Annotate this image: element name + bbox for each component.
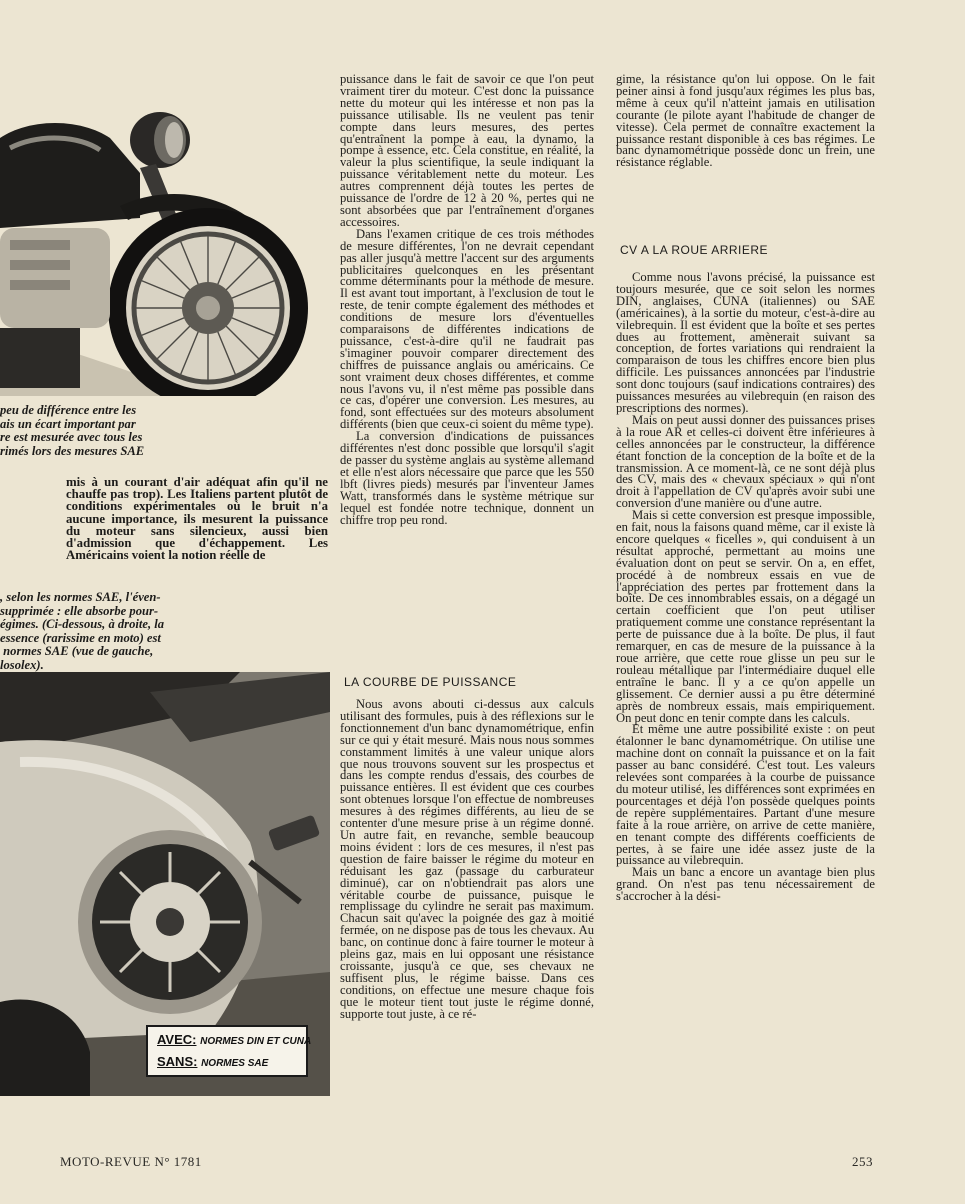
footer-page-number: 253 xyxy=(852,1154,873,1169)
article-column-right xyxy=(616,74,875,169)
legend-avec-label: AVEC: xyxy=(157,1032,197,1047)
legend-row-sans xyxy=(157,1052,306,1074)
intro-paragraph-text: mis à un courant d'air adéquat afin qu'il ne chauffe pas trop). Les Italiens partent plutôt de conditions expérimentales où le bruit n'a aucune importance, ils mesurent la puissance du moteur sans silencieux, aussi bien d'admission que d'échappement. Les Américains voient la notion réelle de xyxy=(66,475,328,563)
legend-sans-norms: NORMES SAE xyxy=(201,1058,269,1069)
col3b-paragraph-3: Mais si cette conversion est presque impossible, en fait, nous la faisons quand même, car il existe là encore quelques « ficelles », qui conduisent à un résultat approché, permettant au moins une évaluation dont on peut se servir. On a, en effet, procédé à de nombreux essais en vue de l'appréciation des pertes par frottement dans la boîte. De ces innombrables essais, on a dégagé un certain coefficient que l'on peut utiliser pratiquement comme une constance représentant la perte de puissance due à la boîte. De plus, il faut remarquer, en cas de mesure de la puissance à la roue arrière, que cette roue glisse un peu sur le rouleau métallique par l'intermédiaire duquel elle entraîne le banc. Il y a ce qu'on appelle un glissement. Ce dernier aussi a pu être déterminé après de nombreux essais, mais empiriquement. On peut donc en tenir compte dans les calculs. xyxy=(616,508,875,725)
col3b-paragraph-2: Mais on peut aussi donner des puissances prises à la roue AR et celles-ci doivent être inférieures à celles annoncées par le constructeur, la différence étant fonction de la conception de la boîte et de la transmission. A ce moment-là, ce ne sont déjà plus des CV, mais des « chevaux spéciaux » qui n'ont droit à l'appellation de CV qu'après avoir subi une conversion d'une manière ou d'une autre. xyxy=(616,412,875,511)
photo-caption-top: peu de différence entre les ais un écart important par re est mesurée avec tous les rimés lors des mesures SAE xyxy=(0,403,145,458)
motorcycle-photo xyxy=(0,78,330,396)
article-column-right-lower xyxy=(616,272,875,903)
col3b-paragraph-5: Mais un banc a encore un avantage bien plus grand. On n'est pas tenu nécessairement de s'accrocher à la dési- xyxy=(616,865,875,904)
section-heading-courbe: LA COURBE DE PUISSANCE xyxy=(344,675,517,689)
col2-paragraph-3: La conversion d'indications de puissances différentes n'est donc possible que lorsqu'il s'agit de passer du système anglais au système allemand et elle n'est alors nécessaire que parce que les 550 lbft (livres pieds) mesurés par l'inventeur James Watt, transformés dans le système métrique sur lequel est fondée notre technique, donnent un chiffre trop peu rond. xyxy=(340,429,594,527)
col2-paragraph-1: puissance dans le fait de savoir ce que l'on peut vraiment tirer du moteur. C'est donc la puissance nette du moteur qui les intéresse et non pas la puissance utilisable. Ils ne veulent pas tenir compte dans leurs mesures, des pertes qu'entraînent la pompe à eau, la dynamo, la pompe à essence, etc. Cela constitue, en réalité, la valeur la plus scientifique, la seule indiquant la puissance véritablement nette du moteur. Les autres comprennent déjà toutes les pertes de puissance de l'ordre de 12 à 20 %, pertes qui ne sont absorbées que par l'entraînement d'organes accessoires. xyxy=(340,72,594,229)
legend-sans-label: SANS: xyxy=(157,1054,198,1069)
footer-magazine-issue: MOTO-REVUE N° 1781 xyxy=(60,1154,202,1169)
col3b-paragraph-1: Comme nous l'avons précisé, la puissance est toujours mesurée, que ce soit selon les normes DIN, anglaises, CUNA (italiennes) ou SAE (américaines), à la sortie du moteur, c'est-à-dire au vilebrequin. Il est évident que la boîte et ses pertes dues au frottement, amènerait suivant sa conception, de fortes variations qui rendraient la comparaison de tous les chiffres encore bien plus difficile. Les puissances annoncées par l'industrie sont donc toujours (sauf indications contraires) des puissances mesurées au vilebrequin (en raison des prescriptions des normes). xyxy=(616,270,875,415)
article-column-middle xyxy=(340,74,594,526)
norms-legend-box xyxy=(146,1025,312,1077)
photo-caption-middle: , selon les normes SAE, l'éven- supprimée : elle absorbe pour- égimes. (Ci-dessous, à droite, la essence (rarissime en moto) est normes SAE (vue de gauche, losolex). xyxy=(0,590,165,672)
col2-paragraph-2: Dans l'examen critique de ces trois méthodes de mesure différentes, l'on ne devrait cependant pas aller jusqu'à mettre l'accent sur des arguments publicitaires quelconques en les présentant comme déterminants pour la méthode de mesure. Il est avant tout important, à l'exclusion de tout le reste, de tenir compte également des méthodes et conditions de mesure lors d'éventuelles comparaisons de différentes indications de puissance, c'est-à-dire qu'il ne faudrait pas s'imaginer pouvoir comparer directement des chiffres de puissance anglais ou américains. Ce sont vraiment deux choses différentes, et comme nous l'avons vu, il n'est même pas possible dans ce cas, d'opérer une conversion. Les mesures, au fond, sont effectuées sur des moteurs absolument différents (bien que ceux-ci soient du même type). xyxy=(340,226,594,432)
legend-row-avec xyxy=(157,1030,312,1052)
intro-paragraph xyxy=(66,476,328,561)
section-heading-cv: CV A LA ROUE ARRIERE xyxy=(620,243,769,257)
article-column-middle-lower xyxy=(340,699,594,1020)
col3b-paragraph-4: Et même une autre possibilité existe : on peut étalonner le banc dynamométrique. On utilise une machine dont on connaît la puissance et on la fait passer au banc considéré. C'est tout. Les valeurs relevées sont comparées à la courbe de puissance du moteur utilisé, les différences sont exprimées en pourcentages et déjà l'on possède quelques points de repère supplémentaires. Partant d'une mesure faite à la roue arrière, on arrive de cette manière, en tenant compte des différents coefficients de pertes, à se faire une idée assez juste de la puissance au vilebrequin. xyxy=(616,722,875,868)
legend-avec-norms: NORMES DIN ET CUNA xyxy=(200,1036,312,1047)
col3-paragraph-1: gime, la résistance qu'on lui oppose. On le fait peiner ainsi à fond jusqu'aux régimes les plus bas, même à ceux qu'il n'atteint jamais en utilisation courante (le pilote ayant l'habitude de changer de vitesse). Cela permet de connaître exactement la puissance restant disponible à ces bas régimes. Le banc dynamométrique possède donc un frein, une résistance réglable. xyxy=(616,72,875,170)
col2b-paragraph-1: Nous avons abouti ci-dessus aux calculs utilisant des formules, puis à des réflexions sur le fonctionnement d'un banc dynamométrique, enfin sur ce qui y était mesuré. Mais nous nous sommes constamment limités à une valeur unique alors que nous trouvons souvent sur les prospectus et dans les compte rendus d'essais, des courbes de puissance entières. Il est évident que ces courbes sont obtenues lorsque l'on effectue de nombreuses mesures à des régimes différents, au lieu de se contenter d'une mesure prise à un régime donné. Un autre fait, en revanche, semble beaucoup moins évident : lors de ces mesures, il n'est pas question de faire baisser le régime du moteur en réduisant les gaz (passage du carburateur diminué), car on n'obtiendrait pas alors une véritable courbe de puissance, puisque le remplissage du cylindre ne serait pas maximum. Chacun sait qu'avec la poignée des gaz à moitié fermée, on ne dispose pas de tous les chevaux. Au banc, on continue donc à faire tourner le moteur à pleins gaz, mais en lui opposant une résistance croissante, jusqu'à ce que, ses chevaux ne suffisent plus, le régime baisse. Dans ces conditions, on effectue une mesure chaque fois que le moteur tient tout juste le régime donné, supporte tout juste, à ce ré- xyxy=(340,697,594,1021)
